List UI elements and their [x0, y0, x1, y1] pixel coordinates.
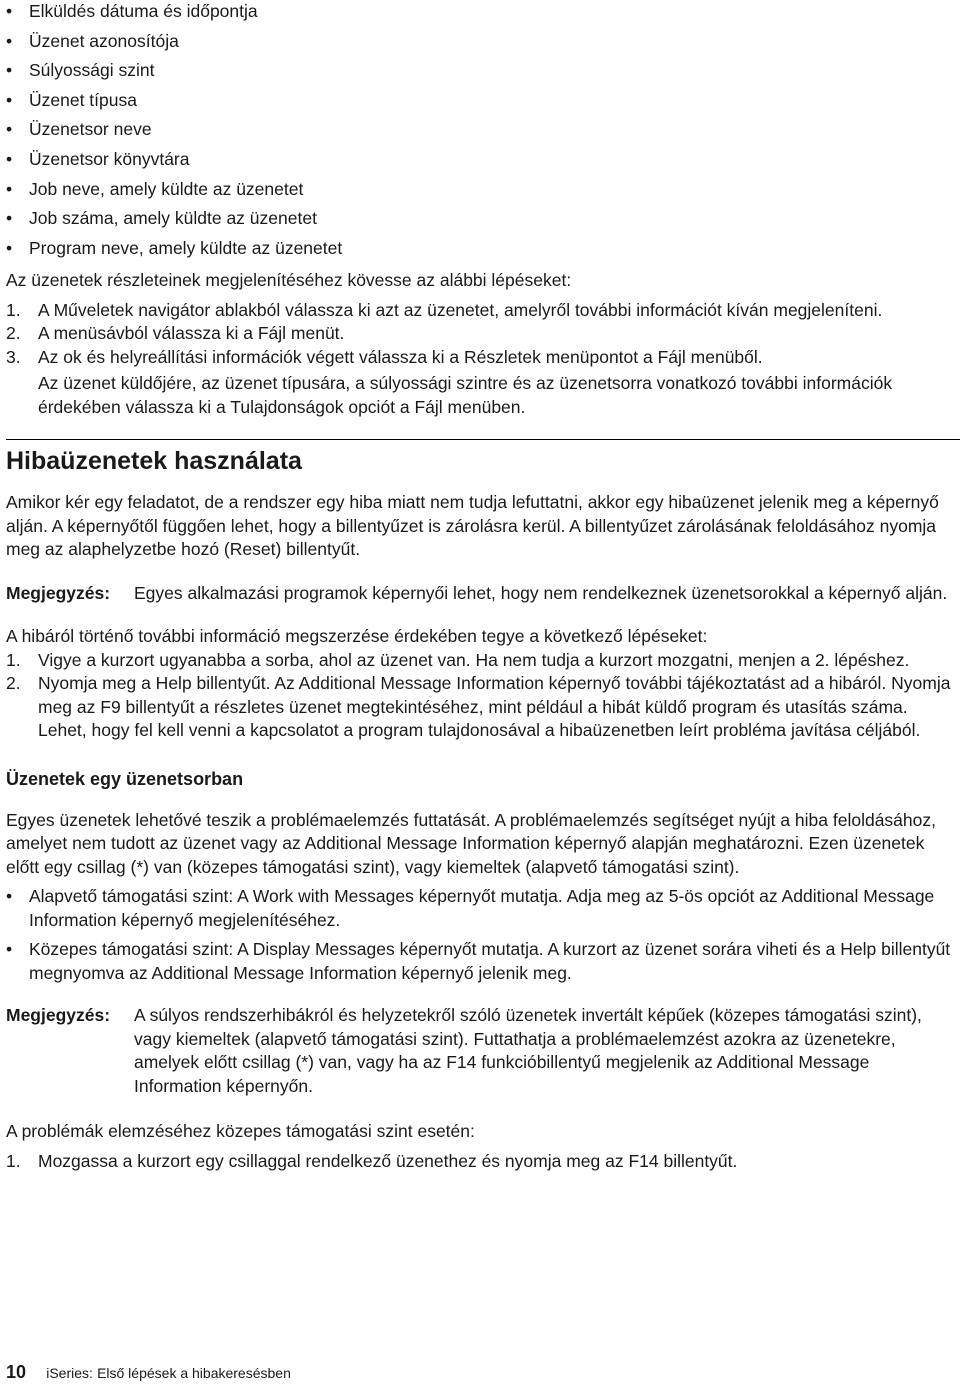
list-item: • Job neve, amely küldte az üzenetet — [6, 178, 956, 208]
message-attributes-list — [6, 0, 956, 266]
error-steps — [6, 649, 956, 743]
list-item: • Elküldés dátuma és időpontja — [6, 0, 956, 30]
details-intro: Az üzenetek részleteinek megjelenítéséhez kövesse az alábbi lépéseket: — [6, 270, 572, 291]
section-divider — [6, 439, 960, 440]
list-item: • Súlyossági szint — [6, 59, 956, 89]
list-item: • Közepes támogatási szint: A Display Messages képernyőt mutatja. A kurzort az üzenet sorára viheti és a Help billentyűt megnyomva az Additional Message Information képernyő jelenik meg. — [6, 939, 951, 983]
list-item: 1. Mozgassa a kurzort egy csillaggal rendelkező üzenethez és nyomja meg az F14 billentyűt. — [6, 1150, 738, 1171]
list-item: 1. Vigye a kurzort ugyanabba a sorba, ahol az üzenet van. Ha nem tudja a kurzort mozgatni, menjen a 2. lépéshez. — [6, 649, 910, 670]
document-page — [6, 0, 956, 1173]
list-item: 1. A Műveletek navigátor ablakból válassza ki azt az üzenetet, amelyről további információt kíván megjeleníteni. — [6, 299, 883, 320]
bullet-icon: • — [6, 119, 13, 140]
note-block — [6, 582, 956, 606]
list-item: 3. Az ok és helyreállítási információk végett válassza ki a Részletek menüpontot a Fájl menüből. Az üzenet küldőjére, az üzenet típusára, a súlyossági szintre és az üzenetsorra vonatkozó további információk érdekében válassza ki a Tulajdonságok opciót a Fájl menüben. — [6, 346, 956, 420]
page-footer — [6, 1362, 291, 1384]
queue-steps-intro: A problémák elemzéséhez közepes támogatási szint esetén: — [6, 1121, 475, 1142]
note-text: A súlyos rendszerhibákról és helyzetekről szóló üzenetek invertált képűek (közepes támogatási szint), vagy kiemeltek (alapvető támogatási szint). Futtathatja a problémaelemzést azokra az üzenetekre, amelyek előtt csillag (*) van, vagy ha az F14 funkcióbillentyű megjelenik az Additional Message Information képernyőn. — [134, 1005, 922, 1096]
bullet-icon: • — [6, 939, 13, 960]
details-steps — [6, 299, 956, 420]
list-item: 2. Nyomja meg a Help billentyűt. Az Additional Message Information képernyő további tájékoztatást ad a hibáról. Nyomja meg az F9 billentyűt a részletes üzenet megtekintéséhez, mint például a hibát küldő program és utasítás száma. Lehet, hogy fel kell venni a kapcsolatot a program tulajdonosával a hibaüzenetben leírt probléma javítása céljából. — [6, 673, 951, 741]
support-level-list — [6, 885, 956, 985]
list-item: • Program neve, amely küldte az üzenetet — [6, 237, 956, 267]
queue-paragraph: Egyes üzenetek lehetővé teszik a problémaelemzés futtatását. A problémaelemzés segítséget nyújt a hiba feloldásához, amelyet nem tudott az üzenet vagy az Additional Message Information képernyő alapján meghatározni. Ezen üzenetek előtt egy csillag (*) van (közepes támogatási szint), vagy kiemeltek (alapvető támogatási szint). — [6, 809, 936, 877]
note-label: Megjegyzés: — [6, 582, 111, 603]
error-steps-intro: A hibáról történő további információ megszerzése érdekében tegye a következő lépéseket: — [6, 626, 708, 647]
bullet-icon: • — [6, 148, 13, 169]
list-item: • Üzenetsor neve — [6, 118, 956, 148]
bullet-icon: • — [6, 886, 13, 907]
bullet-icon: • — [6, 1, 13, 21]
bullet-icon: • — [6, 208, 13, 229]
bullet-icon: • — [6, 178, 13, 199]
list-item: • Üzenet típusa — [6, 89, 956, 119]
queue-steps — [6, 1150, 956, 1174]
list-item: • Üzenetsor könyvtára — [6, 148, 956, 178]
list-item: • Job száma, amely küldte az üzenetet — [6, 207, 956, 237]
error-paragraph: Amikor kér egy feladatot, de a rendszer egy hiba miatt nem tudja lefuttatni, akkor egy hibaüzenet jelenik meg a képernyő alján. A képernyőtől függően lehet, hogy a billentyűzet is zárolásra kerül. A billentyűzet zárolásának feloldásához nyomja meg az alaphelyzetbe hozó (Reset) billentyűt. — [6, 492, 939, 560]
list-item: 2. A menüsávból válassza ki a Fájl menüt. — [6, 323, 345, 344]
step-extra-info: Az üzenet küldőjére, az üzenet típusára, a súlyossági szintre és az üzenetsorra vonatkozó további információk érdekében válassza ki a Tulajdonságok opciót a Fájl menüben. — [38, 373, 893, 417]
note-text: Egyes alkalmazási programok képernyői lehet, hogy nem rendelkeznek üzenetsorokkal a képernyő alján. — [134, 582, 948, 603]
list-item: • Alapvető támogatási szint: A Work with Messages képernyőt mutatja. Adja meg az 5-ös opciót az Additional Message Information képernyő megjelenítéséhez. — [6, 886, 935, 930]
bullet-icon: • — [6, 89, 13, 110]
bullet-icon: • — [6, 30, 13, 51]
bullet-icon: • — [6, 237, 13, 258]
book-title: Első lépések a hibakeresésben — [97, 1365, 291, 1381]
section-heading-error-messages: Hibaüzenetek használata — [6, 447, 302, 476]
note-label: Megjegyzés: — [6, 1005, 111, 1026]
bullet-icon: • — [6, 60, 13, 81]
note-block — [6, 1004, 956, 1098]
list-item: • Üzenet azonosítója — [6, 30, 956, 60]
page-number: 10 — [6, 1362, 27, 1382]
section-heading-queue-messages: Üzenetek egy üzenetsorban — [6, 768, 244, 789]
product-name: iSeries: — [46, 1365, 93, 1381]
